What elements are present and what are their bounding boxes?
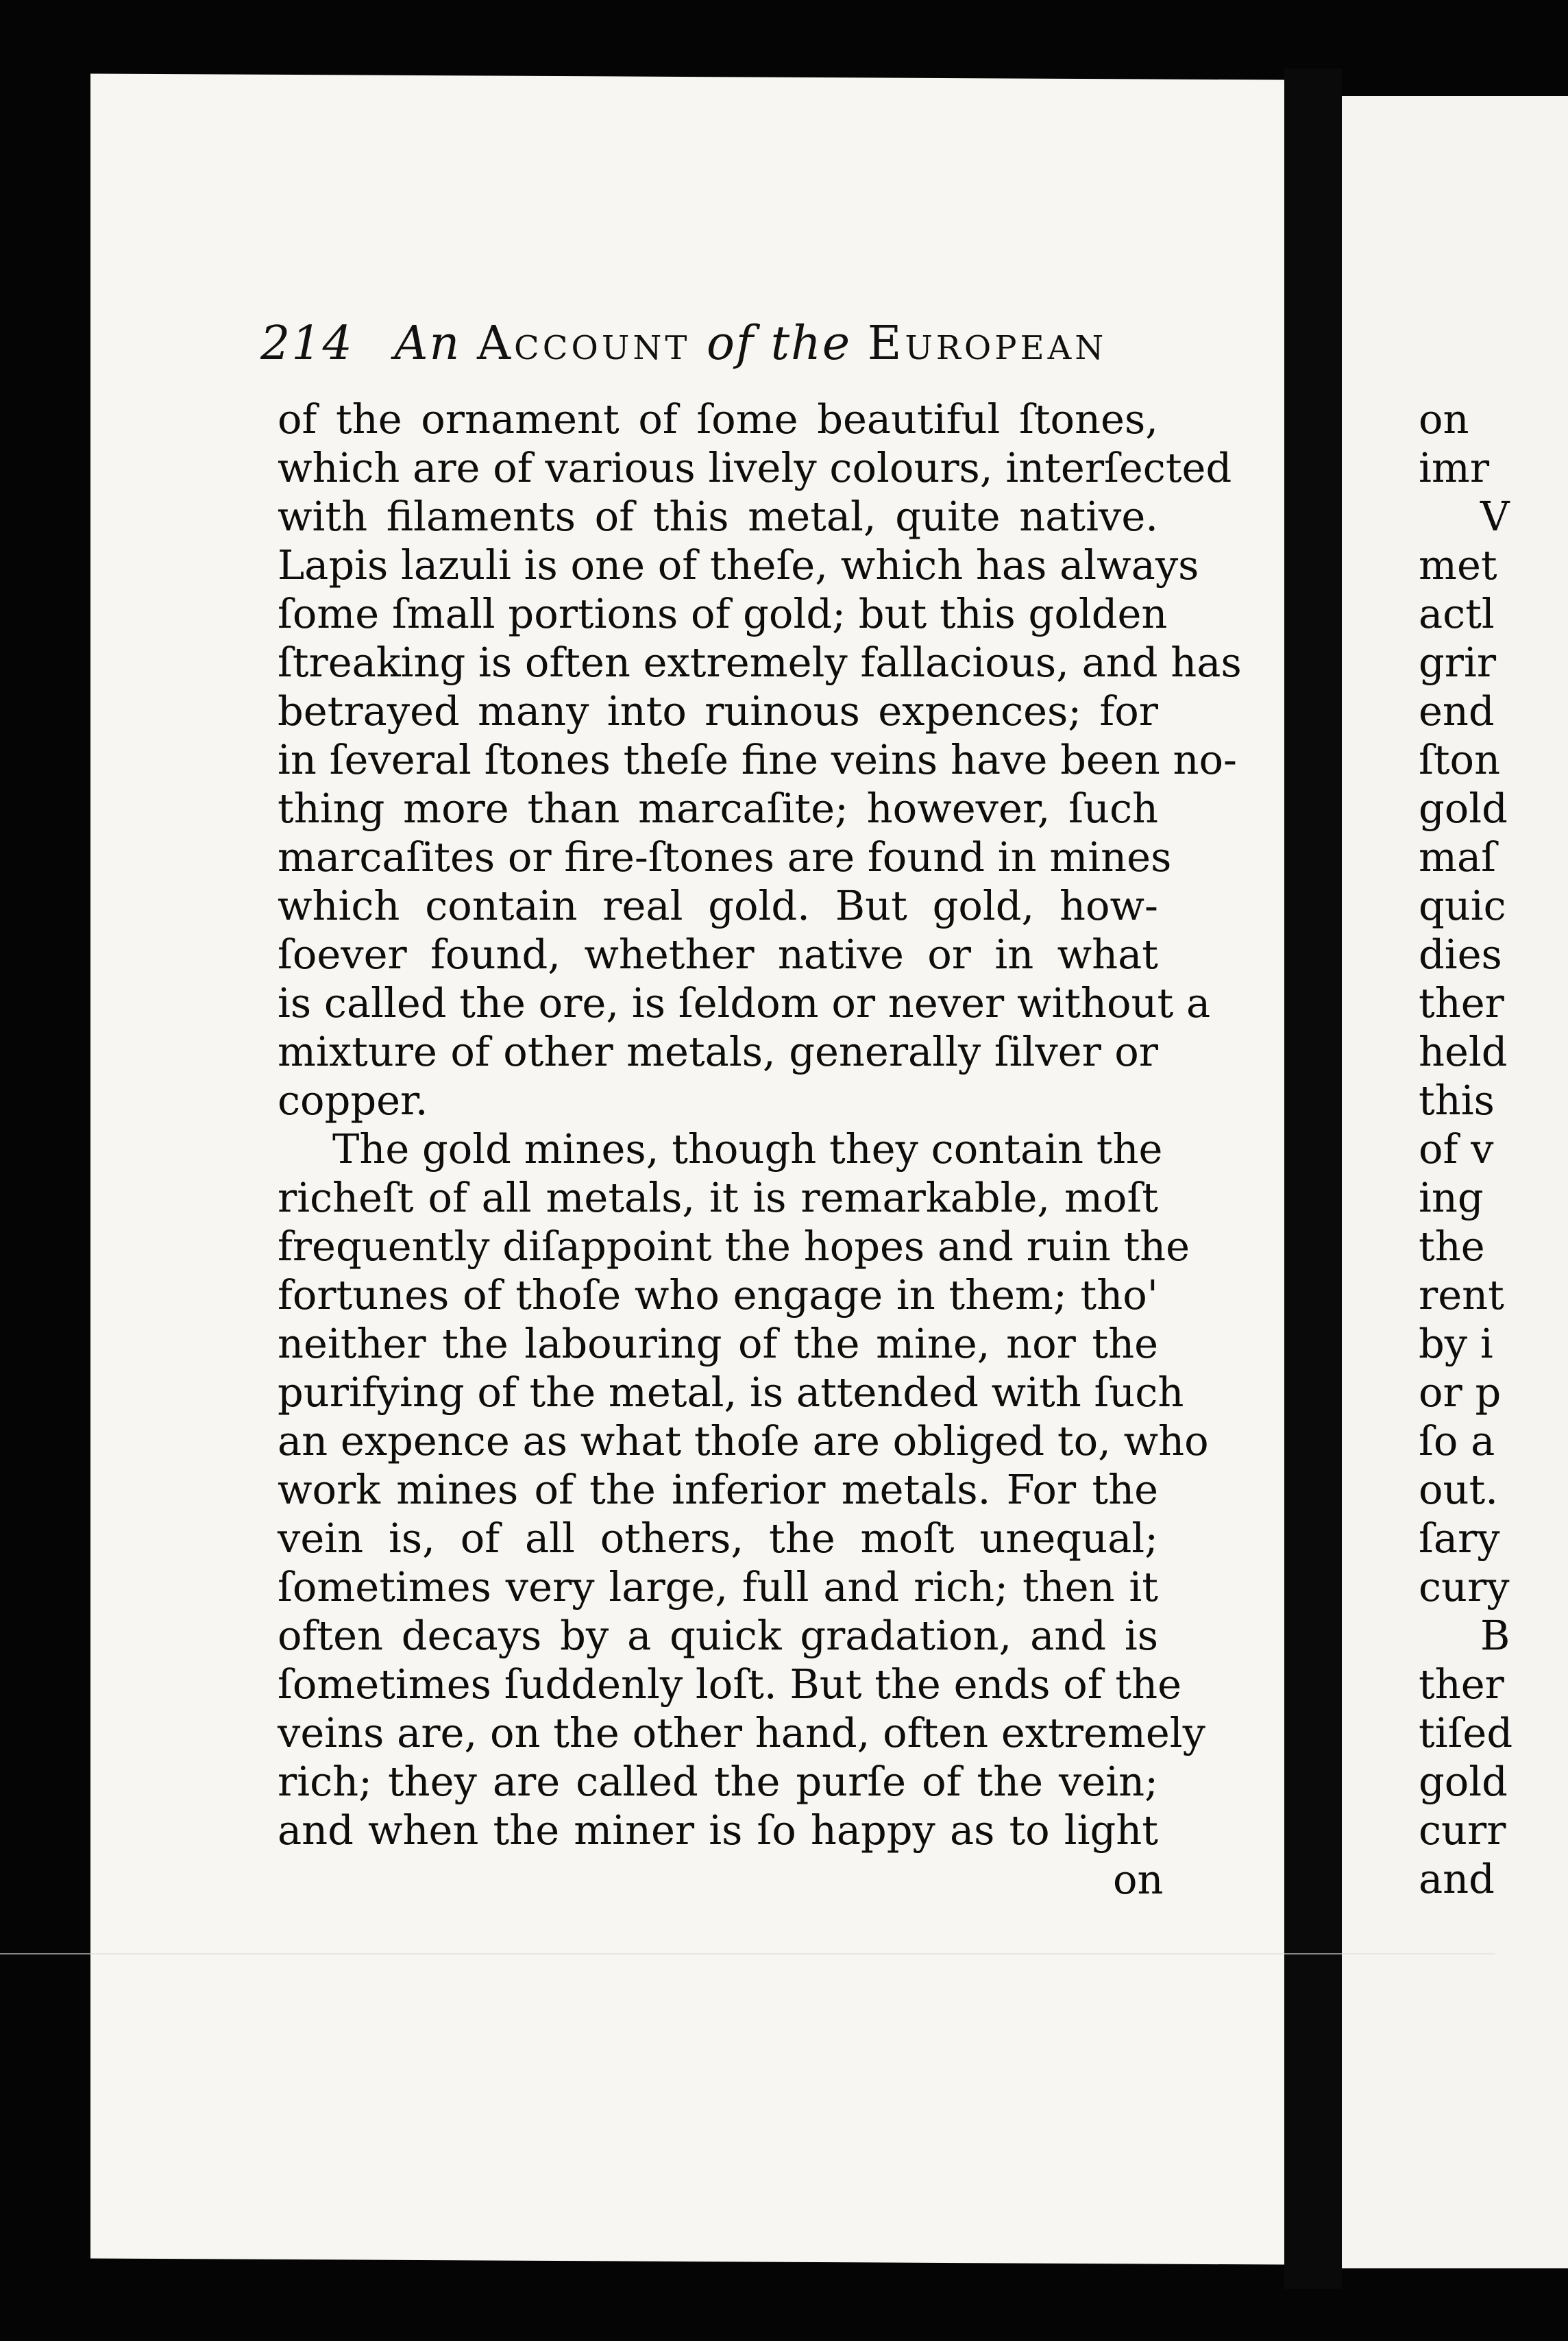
facing-line: ſary <box>1419 1515 1500 1562</box>
text-line: richeſt of all metals, it is remarkable, moſt <box>278 1174 1158 1221</box>
text-line: mixture of other metals, generally ſilver or <box>278 1028 1158 1075</box>
facing-line: quic <box>1419 882 1506 929</box>
facing-line: or p <box>1419 1369 1502 1416</box>
facing-line: the <box>1419 1223 1485 1270</box>
header-word-an: An <box>394 317 461 371</box>
text-line: Lapis lazuli is one of theſe, which has always <box>278 541 1199 589</box>
text-line: betrayed many into ruinous expences; for <box>278 687 1158 735</box>
text-line: frequently diſappoint the hopes and ruin the <box>278 1223 1190 1270</box>
facing-line: ther <box>1419 1660 1504 1708</box>
running-header <box>260 317 1107 371</box>
catchword: on <box>1113 1856 1164 1903</box>
facing-line: actl <box>1419 590 1495 637</box>
facing-line: out. <box>1419 1466 1498 1513</box>
page-number: 214 <box>260 317 354 371</box>
facing-line: imr <box>1419 444 1490 491</box>
facing-line: gold <box>1419 785 1508 832</box>
text-line: ſtreaking is often extremely fallacious, and has <box>278 639 1242 686</box>
text-line: often decays by a quick gradation, and is <box>278 1612 1158 1659</box>
text-line: an expence as what thoſe are obliged to, who <box>278 1417 1209 1464</box>
facing-line: dies <box>1419 931 1502 978</box>
header-word-account: Account <box>476 317 691 371</box>
facing-line: met <box>1419 541 1497 589</box>
scan-artifact-line <box>0 1953 1495 1954</box>
text-line: is called the ore, is ſeldom or never without a <box>278 979 1211 1027</box>
text-line: veins are, on the other hand, often extremely <box>278 1709 1205 1756</box>
text-line: and when the miner is ſo happy as to light <box>278 1806 1158 1854</box>
facing-line: this <box>1419 1077 1495 1124</box>
text-line: vein is, of all others, the moſt unequal; <box>278 1515 1158 1562</box>
facing-line: maſ <box>1419 833 1496 881</box>
facing-line: ther <box>1419 979 1504 1027</box>
facing-line: V <box>1480 493 1510 540</box>
text-line: of the ornament of ſome beautiful ſtones, <box>278 395 1158 443</box>
text-line: purifying of the metal, is attended with ſuch <box>278 1369 1184 1416</box>
text-line: thing more than marcaſite; however, ſuch <box>278 785 1158 832</box>
facing-line: grir <box>1419 639 1497 686</box>
text-line: which are of various lively colours, interſected <box>278 444 1232 491</box>
facing-line: B <box>1480 1612 1510 1659</box>
text-line: with filaments of this metal, quite native. <box>278 493 1158 540</box>
facing-line: and <box>1419 1855 1495 1902</box>
facing-line: of v <box>1419 1125 1494 1173</box>
text-line: work mines of the inferior metals. For the <box>278 1466 1158 1513</box>
text-line: ſome ſmall portions of gold; but this golden <box>278 590 1168 637</box>
facing-line: ſton <box>1419 736 1501 783</box>
text-line: copper. <box>278 1077 428 1124</box>
text-line: marcaſites or fire-ſtones are found in mines <box>278 833 1172 881</box>
text-line: in ſeveral ſtones theſe fine veins have been no- <box>278 736 1237 783</box>
facing-line: gold <box>1419 1758 1508 1805</box>
facing-line: held <box>1419 1028 1508 1075</box>
facing-line: curr <box>1419 1806 1506 1854</box>
text-line: fortunes of thoſe who engage in them; tho' <box>278 1271 1158 1319</box>
facing-line: tiſed <box>1419 1709 1513 1756</box>
text-line: ſometimes ſuddenly loſt. But the ends of the <box>278 1660 1182 1708</box>
text-line: which contain real gold. But gold, how- <box>278 882 1158 929</box>
facing-line: by i <box>1419 1320 1493 1367</box>
facing-line: on <box>1419 395 1469 443</box>
facing-line: rent <box>1419 1271 1504 1319</box>
text-line: The gold mines, though they contain the <box>332 1125 1163 1173</box>
text-line: ſometimes very large, full and rich; then it <box>278 1563 1158 1610</box>
facing-line: cury <box>1419 1563 1510 1610</box>
text-line: rich; they are called the purſe of the vein; <box>278 1758 1158 1805</box>
book-gutter <box>1284 69 1342 2289</box>
facing-page-text <box>1419 395 1512 1903</box>
body-text <box>278 395 1242 1854</box>
text-line: ſoever found, whether native or in what <box>278 931 1158 978</box>
text-line: neither the labouring of the mine, nor the <box>278 1320 1158 1367</box>
facing-line: end <box>1419 687 1495 735</box>
header-word-european: European <box>867 317 1107 371</box>
header-word-of-the: of the <box>706 317 852 371</box>
facing-line: ſo a <box>1419 1417 1495 1464</box>
facing-line: ing <box>1419 1174 1484 1221</box>
